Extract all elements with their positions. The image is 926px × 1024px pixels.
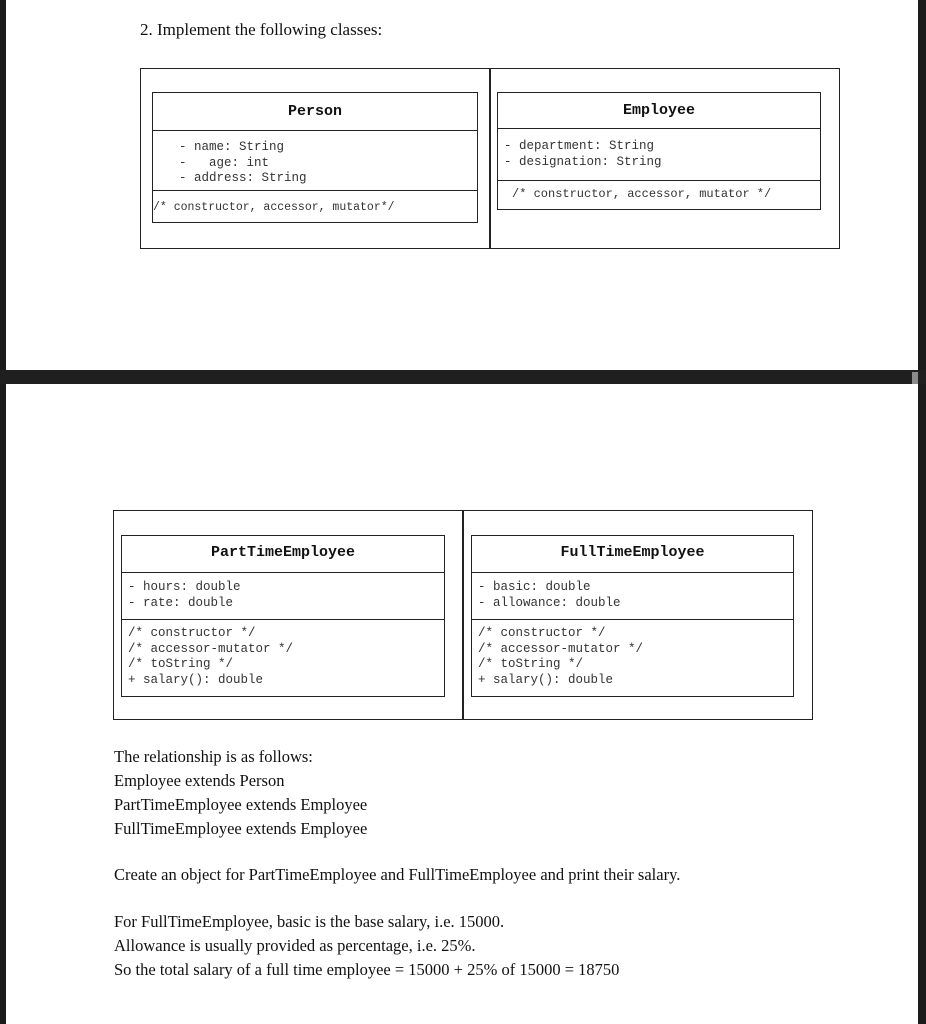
method-line: /* constructor, accessor, mutator */ [512,187,772,201]
task-instruction: Create an object for PartTimeEmployee and FullTimeEmployee and print their salary. [114,865,681,884]
attribute-line: - department: String [504,139,655,153]
attribute-line: - designation: String [504,154,662,169]
full-time-employee-methods [472,620,793,696]
method-line: /* constructor, accessor, mutator*/ [153,201,395,214]
class-name-full-time-employee: FullTimeEmployee [472,536,793,573]
method-line: /* accessor-mutator */ [478,641,644,656]
method-line: /* constructor */ [128,626,256,640]
class-box-person [152,92,478,223]
relationship-intro: The relationship is as follows: [114,747,313,766]
class-name-part-time-employee: PartTimeEmployee [122,536,444,573]
salary-explanation [114,910,619,982]
method-line: + salary(): double [128,672,264,687]
method-line: /* constructor */ [478,626,606,640]
method-line: /* toString */ [128,657,234,671]
explanation-line: Allowance is usually provided as percentage, i.e. 25%. [114,936,476,955]
attribute-line: - allowance: double [478,595,621,610]
class-name-employee: Employee [498,93,820,129]
attribute-line: - age: int [179,155,270,170]
relationship-line: Employee extends Person [114,771,285,790]
attribute-line: - rate: double [128,595,234,610]
class-box-part-time-employee [121,535,445,697]
employee-methods [498,181,820,209]
relationship-section [114,745,367,841]
attribute-line: - hours: double [128,580,241,594]
explanation-line: For FullTimeEmployee, basic is the base salary, i.e. 15000. [114,912,505,931]
attribute-line: - basic: double [478,580,591,594]
employee-attributes [498,129,820,181]
class-box-full-time-employee [471,535,794,697]
class-box-employee [497,92,821,210]
class-name-person: Person [153,93,477,131]
page-separator [0,370,926,384]
explanation-line: So the total salary of a full time employee = 15000 + 25% of 15000 = 18750 [114,960,620,979]
relationship-line: PartTimeEmployee extends Employee [114,795,368,814]
attribute-line: - name: String [179,140,285,154]
attribute-line: - address: String [179,171,307,185]
page-frame-right [918,0,926,1024]
method-line: + salary(): double [478,672,614,687]
person-methods [153,191,477,221]
page-frame-left [0,0,6,1024]
uml-table-bottom-divider [462,510,464,720]
relationship-line: FullTimeEmployee extends Employee [114,819,368,838]
uml-table-top-divider [489,68,491,249]
full-time-employee-attributes [472,573,793,620]
person-attributes [153,131,477,191]
method-line: /* accessor-mutator */ [128,641,294,656]
part-time-employee-attributes [122,573,444,620]
part-time-employee-methods [122,620,444,696]
method-line: /* toString */ [478,657,584,671]
question-heading: 2. Implement the following classes: [140,20,383,39]
